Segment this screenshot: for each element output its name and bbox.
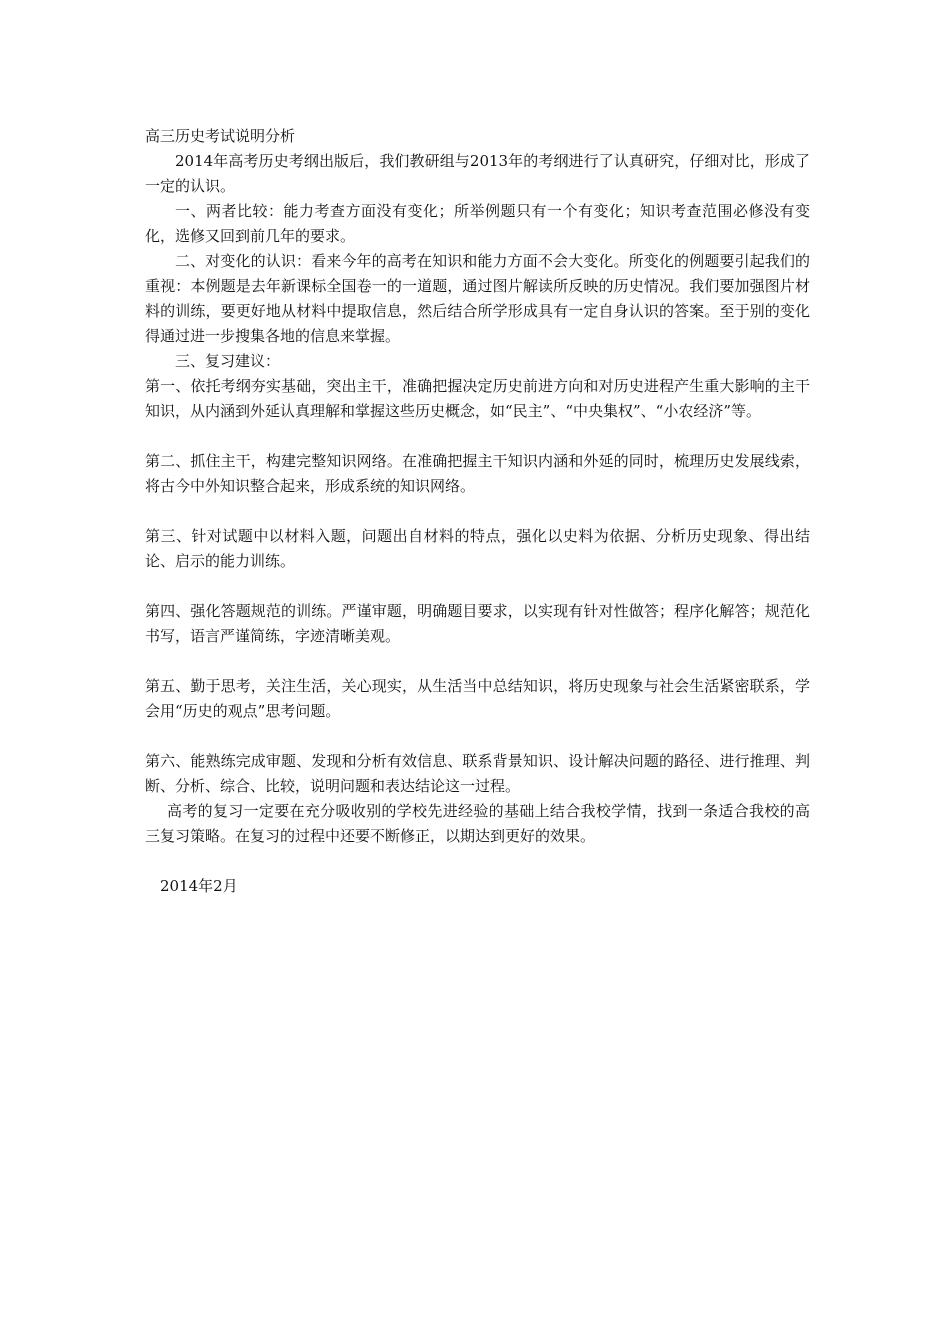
paragraph-gap <box>145 574 810 599</box>
paragraph-gap <box>145 724 810 749</box>
suggestion-item: 第一、依托考纲夯实基础，突出主干，准确把握决定历史前进方向和对历史进程产生重大影响的主干知识，从内涵到外延认真理解和掌握这些历史概念，如“民主”、“中央集权”、“小农经济”等。 <box>145 377 810 420</box>
section-comparison: 一、两者比较：能力考查方面没有变化；所举例题只有一个有变化；知识考查范围必修没有变化，选修又回到前几年的要求。 <box>145 202 810 245</box>
document-body <box>145 124 810 899</box>
suggestion-item: 第五、勤于思考，关注生活，关心现实，从生活当中总结知识，将历史现象与社会生活紧密联系，学会用“历史的观点”思考问题。 <box>145 677 810 720</box>
paragraph-gap <box>145 424 810 449</box>
paragraph-gap <box>145 649 810 674</box>
document-date: 2014年2月 <box>160 877 238 895</box>
suggestion-item: 第二、抓住主干，构建完整知识网络。在准确把握主干知识内涵和外延的同时，梳理历史发展线索，将古今中外知识整合起来，形成系统的知识网络。 <box>145 452 810 495</box>
paragraph-gap <box>145 499 810 524</box>
conclusion-paragraph: 高考的复习一定要在充分吸收别的学校先进经验的基础上结合我校学情，找到一条适合我校的高三复习策略。在复习的过程中还要不断修正，以期达到更好的效果。 <box>145 802 810 845</box>
suggestion-item: 第三、针对试题中以材料入题，问题出自材料的特点，强化以史料为依据、分析历史现象、得出结论、启示的能力训练。 <box>145 527 810 570</box>
suggestion-item: 第六、能熟练完成审题、发现和分析有效信息、联系背景知识、设计解决问题的路径、进行推理、判断、分析、综合、比较，说明问题和表达结论这一过程。 <box>145 752 810 795</box>
suggestion-item: 第四、强化答题规范的训练。严谨审题，明确题目要求，以实现有针对性做答；程序化解答；规范化书写，语言严谨简练，字迹清晰美观。 <box>145 602 810 645</box>
document-title: 高三历史考试说明分析 <box>145 127 296 145</box>
section-understanding: 二、对变化的认识：看来今年的高考在知识和能力方面不会大变化。所变化的例题要引起我们的重视：本例题是去年新课标全国卷一的一道题，通过图片解读所反映的历史情况。我们要加强图片材料的训练，要更好地从材料中提取信息，然后结合所学形成具有一定自身认识的答案。至于别的变化得通过进一步搜集各地的信息来掌握。 <box>145 252 810 345</box>
section-suggestions-heading: 三、复习建议： <box>175 352 281 370</box>
intro-paragraph: 2014年高考历史考纲出版后，我们教研组与2013年的考纲进行了认真研究，仔细对比，形成了一定的认识。 <box>145 152 810 195</box>
